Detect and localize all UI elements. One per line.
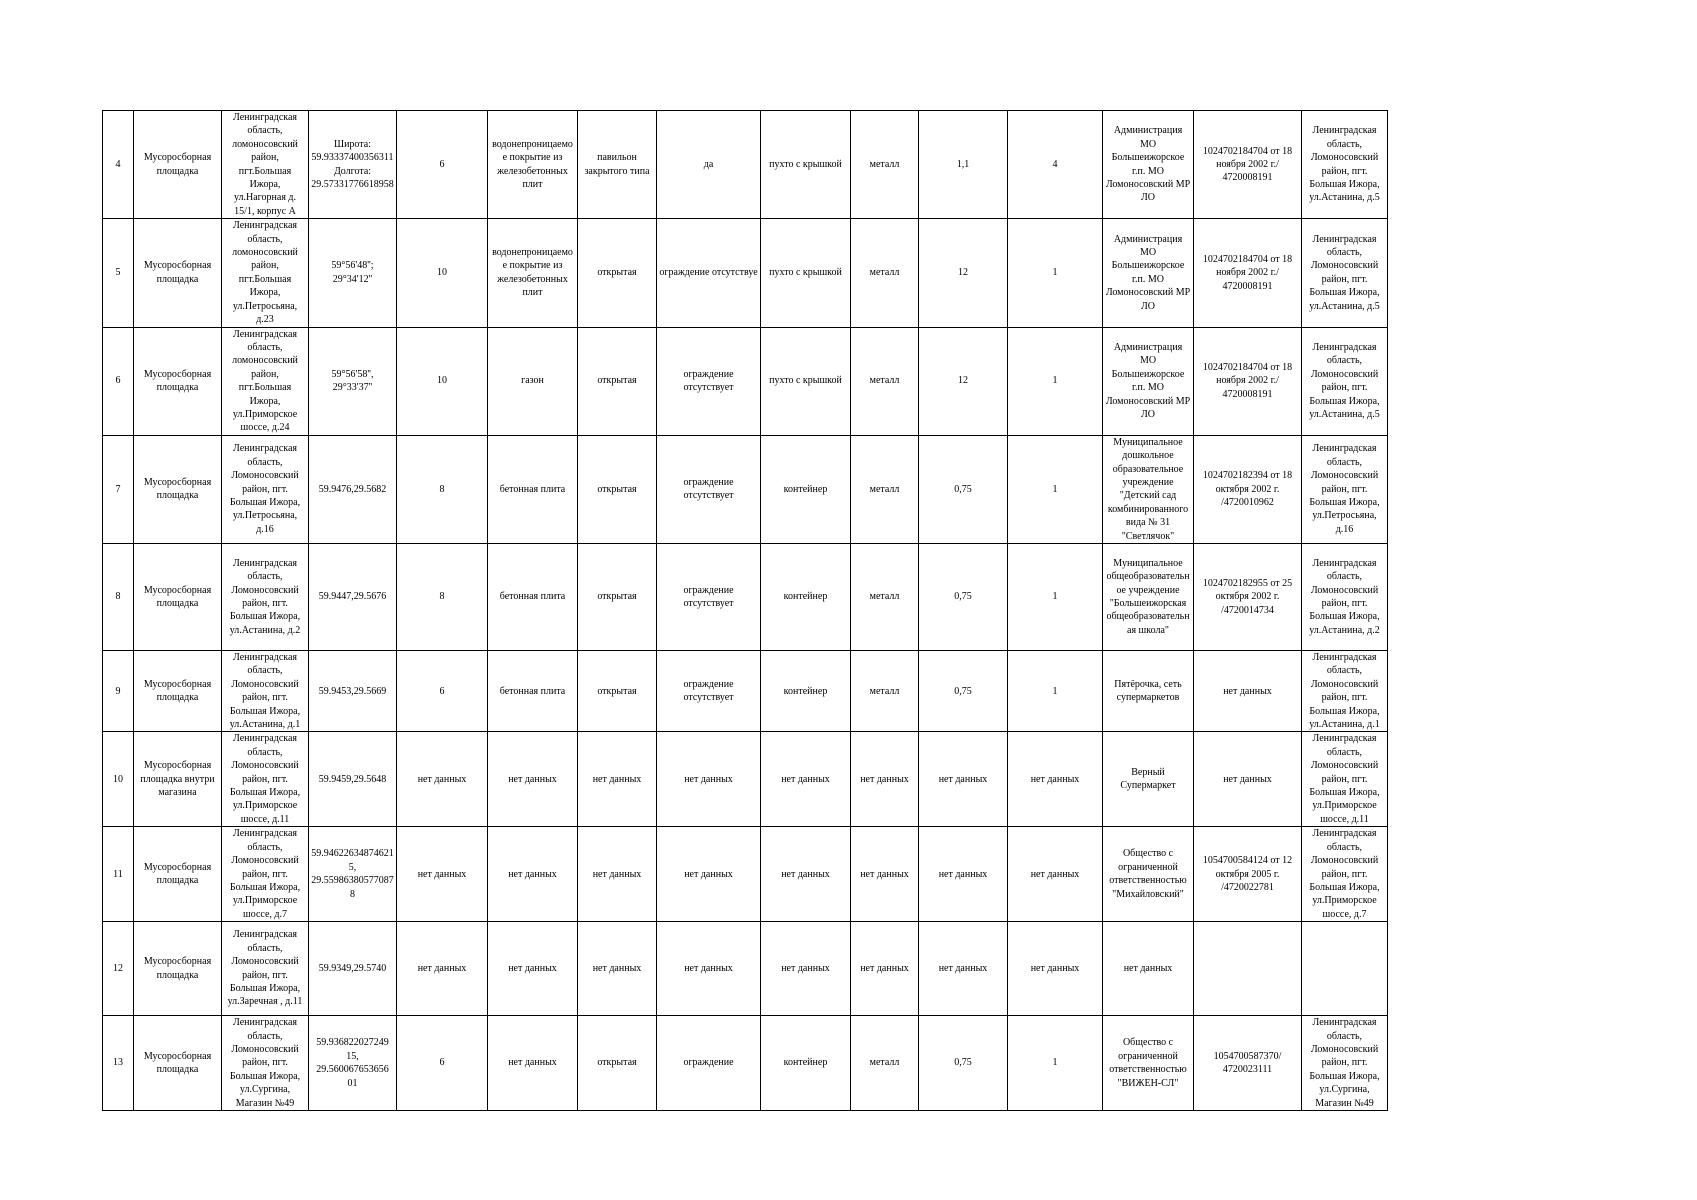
cell-fence: ограждение отсутствуе	[657, 219, 761, 327]
cell-area: 8	[397, 544, 488, 651]
cell-container-count: 1	[1008, 435, 1103, 543]
cell-ogrn-inn: нет данных	[1194, 651, 1302, 732]
cell-ogrn-inn: 1024702182394 от 18 октября 2002 г. /4720010962	[1194, 435, 1302, 543]
cell-container-material: металл	[851, 219, 919, 327]
cell-coordinates: 59.9349,29.5740	[309, 922, 397, 1016]
cell-site-kind: открытая	[578, 651, 657, 732]
cell-container-material: металл	[851, 651, 919, 732]
cell-address: Ленинградская область, Ломоносовский район, пгт. Большая Ижора, ул.Астанина, д.2	[222, 544, 309, 651]
cell-ogrn-inn: 1054700587370/ 4720023111	[1194, 1016, 1302, 1111]
cell-address: Ленинградская область, ломоносовский район, пгт.Большая Ижора, ул.Приморское шоссе, д.24	[222, 327, 309, 435]
cell-container-material: металл	[851, 1016, 919, 1111]
cell-owner: Общество с ограниченной ответственностью "ВИЖЕН-СЛ"	[1103, 1016, 1194, 1111]
table-row	[103, 1016, 1388, 1111]
cell-container-type: пухто с крышкой	[761, 219, 851, 327]
cell-object-type: Мусоросборная площадка	[134, 827, 222, 922]
cell-owner-address: Ленинградская область, Ломоносовский район, пгт. Большая Ижора, ул.Приморское шоссе, д.11	[1302, 732, 1388, 827]
cell-address: Ленинградская область, ломоносовский район, пгт.Большая Ижора, ул.Нагорная д. 15/1, корпус А	[222, 111, 309, 219]
cell-ogrn-inn	[1194, 922, 1302, 1016]
cell-container-volume: 0,75	[919, 651, 1008, 732]
cell-surface: бетонная плита	[488, 435, 578, 543]
cell-number: 5	[103, 219, 134, 327]
cell-site-kind: нет данных	[578, 922, 657, 1016]
cell-container-material: нет данных	[851, 827, 919, 922]
cell-fence: да	[657, 111, 761, 219]
cell-coordinates: 59.9459,29.5648	[309, 732, 397, 827]
cell-container-type: нет данных	[761, 827, 851, 922]
cell-coordinates: 59°56'58'', 29°33'37''	[309, 327, 397, 435]
waste-sites-table	[102, 110, 1388, 1111]
cell-area: 10	[397, 219, 488, 327]
cell-coordinates: 59.946226348746215, 29.559863805770878	[309, 827, 397, 922]
cell-container-type: контейнер	[761, 651, 851, 732]
cell-surface: водонепроницаемое покрытие из железобетонных плит	[488, 219, 578, 327]
cell-container-material: нет данных	[851, 922, 919, 1016]
cell-number: 9	[103, 651, 134, 732]
cell-coordinates: 59.936822027249 15, 29.560067653656 01	[309, 1016, 397, 1111]
cell-fence: ограждение отсутствует	[657, 327, 761, 435]
cell-container-count: нет данных	[1008, 922, 1103, 1016]
cell-surface: водонепроницаемое покрытие из железобетонных плит	[488, 111, 578, 219]
cell-area: нет данных	[397, 732, 488, 827]
cell-address: Ленинградская область, Ломоносовский район, пгт. Большая Ижора, ул.Петросьяна, д.16	[222, 435, 309, 543]
cell-container-type: контейнер	[761, 435, 851, 543]
table-row	[103, 732, 1388, 827]
cell-number: 8	[103, 544, 134, 651]
cell-coordinates: Широта: 59.93337400356311 Долгота: 29.57331776618958	[309, 111, 397, 219]
cell-owner: Администрация МО Большеижорское г.п. МО Ломоносовский МР ЛО	[1103, 327, 1194, 435]
cell-container-material: металл	[851, 327, 919, 435]
cell-owner: Администрация МО Большеижорское г.п. МО Ломоносовский МР ЛО	[1103, 219, 1194, 327]
table-row	[103, 922, 1388, 1016]
table-row	[103, 544, 1388, 651]
cell-container-type: контейнер	[761, 1016, 851, 1111]
cell-surface: бетонная плита	[488, 651, 578, 732]
cell-owner: Пятёрочка, сеть супермаркетов	[1103, 651, 1194, 732]
cell-owner-address: Ленинградская область, Ломоносовский район, пгт. Большая Ижора, ул.Астанина, д.5	[1302, 327, 1388, 435]
cell-number: 10	[103, 732, 134, 827]
cell-object-type: Мусоросборная площадка	[134, 327, 222, 435]
cell-container-material: металл	[851, 544, 919, 651]
cell-container-type: пухто с крышкой	[761, 111, 851, 219]
cell-container-count: 4	[1008, 111, 1103, 219]
cell-site-kind: нет данных	[578, 827, 657, 922]
cell-address: Ленинградская область, Ломоносовский район, пгт. Большая Ижора, ул.Приморское шоссе, д.7	[222, 827, 309, 922]
cell-area: 6	[397, 111, 488, 219]
cell-site-kind: павильон закрытого типа	[578, 111, 657, 219]
cell-container-type: пухто с крышкой	[761, 327, 851, 435]
cell-site-kind: открытая	[578, 1016, 657, 1111]
cell-ogrn-inn: 1024702184704 от 18 ноября 2002 г./ 4720008191	[1194, 111, 1302, 219]
cell-area: 6	[397, 651, 488, 732]
cell-number: 6	[103, 327, 134, 435]
cell-fence: нет данных	[657, 827, 761, 922]
cell-container-count: 1	[1008, 651, 1103, 732]
cell-container-volume: 12	[919, 219, 1008, 327]
cell-address: Ленинградская область, ломоносовский район, пгт.Большая Ижора, ул.Петросьяна, д.23	[222, 219, 309, 327]
cell-owner: Общество с ограниченной ответственностью "Михайловский"	[1103, 827, 1194, 922]
cell-owner: Верный Супермаркет	[1103, 732, 1194, 827]
cell-container-volume: 12	[919, 327, 1008, 435]
cell-container-count: 1	[1008, 1016, 1103, 1111]
cell-address: Ленинградская область, Ломоносовский район, пгт. Большая Ижора, ул.Заречная , д.11	[222, 922, 309, 1016]
cell-fence: нет данных	[657, 922, 761, 1016]
cell-container-volume: 1,1	[919, 111, 1008, 219]
cell-container-count: 1	[1008, 327, 1103, 435]
cell-container-type: нет данных	[761, 732, 851, 827]
cell-address: Ленинградская область, Ломоносовский район, пгт. Большая Ижора, ул.Приморское шоссе, д.11	[222, 732, 309, 827]
cell-owner-address: Ленинградская область, Ломоносовский район, пгт. Большая Ижора, ул.Петросьяна, д.16	[1302, 435, 1388, 543]
cell-object-type: Мусоросборная площадка	[134, 651, 222, 732]
cell-number: 7	[103, 435, 134, 543]
cell-area: 8	[397, 435, 488, 543]
cell-address: Ленинградская область, Ломоносовский район, пгт. Большая Ижора, ул.Сургина, Магазин №49	[222, 1016, 309, 1111]
cell-container-volume: 0,75	[919, 1016, 1008, 1111]
cell-fence: ограждение отсутствует	[657, 651, 761, 732]
cell-object-type: Мусоросборная площадка	[134, 111, 222, 219]
table-row	[103, 111, 1388, 219]
cell-fence: ограждение	[657, 1016, 761, 1111]
cell-site-kind: открытая	[578, 219, 657, 327]
cell-address: Ленинградская область, Ломоносовский район, пгт. Большая Ижора, ул.Астанина, д.1	[222, 651, 309, 732]
cell-ogrn-inn: нет данных	[1194, 732, 1302, 827]
cell-site-kind: открытая	[578, 544, 657, 651]
cell-object-type: Мусоросборная площадка	[134, 1016, 222, 1111]
cell-area: нет данных	[397, 922, 488, 1016]
cell-area: нет данных	[397, 827, 488, 922]
cell-owner-address: Ленинградская область, Ломоносовский район, пгт. Большая Ижора, ул.Астанина, д.1	[1302, 651, 1388, 732]
cell-ogrn-inn: 1024702184704 от 18 ноября 2002 г./ 4720008191	[1194, 219, 1302, 327]
cell-container-material: металл	[851, 111, 919, 219]
cell-owner: Муниципальное общеобразовательное учреждение "Большеижорская общеобразовательная школа"	[1103, 544, 1194, 651]
cell-container-type: нет данных	[761, 922, 851, 1016]
cell-fence: ограждение отсутствует	[657, 544, 761, 651]
cell-surface: нет данных	[488, 922, 578, 1016]
table-row	[103, 219, 1388, 327]
table-row	[103, 651, 1388, 732]
cell-area: 6	[397, 1016, 488, 1111]
table-row	[103, 435, 1388, 543]
cell-owner-address: Ленинградская область, Ломоносовский район, пгт. Большая Ижора, ул.Астанина, д.2	[1302, 544, 1388, 651]
cell-container-material: металл	[851, 435, 919, 543]
cell-owner-address: Ленинградская область, Ломоносовский район, пгт. Большая Ижора, ул.Астанина, д.5	[1302, 219, 1388, 327]
cell-object-type: Мусоросборная площадка	[134, 435, 222, 543]
cell-surface: бетонная плита	[488, 544, 578, 651]
cell-container-volume: нет данных	[919, 827, 1008, 922]
cell-container-volume: 0,75	[919, 435, 1008, 543]
cell-container-volume: нет данных	[919, 732, 1008, 827]
cell-coordinates: 59.9453,29.5669	[309, 651, 397, 732]
cell-object-type: Мусоросборная площадка	[134, 922, 222, 1016]
cell-container-count: нет данных	[1008, 827, 1103, 922]
cell-container-volume: нет данных	[919, 922, 1008, 1016]
table-row	[103, 827, 1388, 922]
cell-surface: нет данных	[488, 827, 578, 922]
cell-container-count: нет данных	[1008, 732, 1103, 827]
cell-ogrn-inn: 1024702184704 от 18 ноября 2002 г./ 4720008191	[1194, 327, 1302, 435]
cell-owner-address: Ленинградская область, Ломоносовский район, пгт. Большая Ижора, ул.Астанина, д.5	[1302, 111, 1388, 219]
cell-area: 10	[397, 327, 488, 435]
cell-object-type: Мусоросборная площадка	[134, 544, 222, 651]
table-body	[103, 111, 1388, 1111]
cell-coordinates: 59.9447,29.5676	[309, 544, 397, 651]
cell-surface: газон	[488, 327, 578, 435]
cell-container-material: нет данных	[851, 732, 919, 827]
table-row	[103, 327, 1388, 435]
cell-owner: Муниципальное дошкольное образовательное учреждение "Детский сад комбинированного вида № 31 "Светлячок"	[1103, 435, 1194, 543]
cell-fence: нет данных	[657, 732, 761, 827]
cell-site-kind: открытая	[578, 435, 657, 543]
cell-coordinates: 59°56'48''; 29°34'12''	[309, 219, 397, 327]
cell-fence: ограждение отсутствует	[657, 435, 761, 543]
cell-number: 12	[103, 922, 134, 1016]
cell-coordinates: 59.9476,29.5682	[309, 435, 397, 543]
cell-owner: нет данных	[1103, 922, 1194, 1016]
cell-owner-address: Ленинградская область, Ломоносовский район, пгт. Большая Ижора, ул.Сургина, Магазин №49	[1302, 1016, 1388, 1111]
cell-site-kind: открытая	[578, 327, 657, 435]
cell-owner: Администрация МО Большеижорское г.п. МО Ломоносовский МР ЛО	[1103, 111, 1194, 219]
cell-ogrn-inn: 1054700584124 от 12 октября 2005 г. /4720022781	[1194, 827, 1302, 922]
cell-object-type: Мусоросборная площадка внутри магазина	[134, 732, 222, 827]
cell-owner-address: Ленинградская область, Ломоносовский район, пгт. Большая Ижора, ул.Приморское шоссе, д.7	[1302, 827, 1388, 922]
cell-number: 4	[103, 111, 134, 219]
cell-site-kind: нет данных	[578, 732, 657, 827]
cell-owner-address	[1302, 922, 1388, 1016]
cell-ogrn-inn: 1024702182955 от 25 октября 2002 г. /4720014734	[1194, 544, 1302, 651]
cell-container-type: контейнер	[761, 544, 851, 651]
cell-surface: нет данных	[488, 1016, 578, 1111]
cell-number: 13	[103, 1016, 134, 1111]
cell-container-volume: 0,75	[919, 544, 1008, 651]
cell-container-count: 1	[1008, 544, 1103, 651]
cell-number: 11	[103, 827, 134, 922]
cell-container-count: 1	[1008, 219, 1103, 327]
cell-object-type: Мусоросборная площадка	[134, 219, 222, 327]
cell-surface: нет данных	[488, 732, 578, 827]
